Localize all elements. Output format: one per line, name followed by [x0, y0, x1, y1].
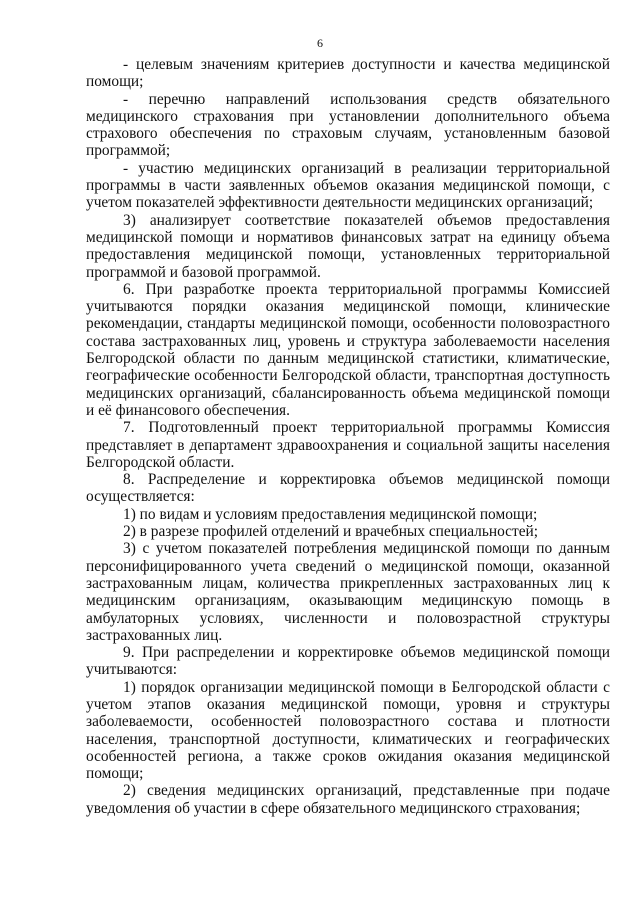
paragraph: 3) с учетом показателей потребления медицинской помощи по данным персонифицированного учета сведений о медицинской помощи, оказанной застрахованным лицам, количества прикрепленных застрахованных лиц к медицинским организациям, оказывающим медицинскую помощь в амбулаторных условиях, численности и половозрастной структуры застрахованных лиц. — [86, 540, 610, 644]
paragraph: - участию медицинских организаций в реализации территориальной программы в части заявленных объемов оказания медицинской помощи, с учетом показателей эффективности деятельности медицинских организаций; — [86, 159, 610, 212]
paragraph: - целевым значениям критериев доступности и качества медицинской помощи; — [86, 56, 610, 91]
paragraph: - перечню направлений использования средств обязательного медицинского страхования при установлении дополнительного объема страхового обеспечения по страховым случаям, установленным базовой программой; — [86, 90, 610, 160]
paragraph: 2) сведения медицинских организаций, представленные при подаче уведомления об участии в сфере обязательного медицинского страхования; — [86, 782, 610, 817]
page-number: 6 — [317, 36, 323, 50]
document-body — [86, 56, 610, 817]
paragraph: 9. При распределении и корректировке объемов медицинской помощи учитываются: — [86, 644, 610, 679]
paragraph: 1) по видам и условиям предоставления медицинской помощи; — [123, 505, 538, 523]
paragraph: 6. При разработке проекта территориальной программы Комиссией учитываются порядки оказания медицинской помощи, клинические рекомендации, стандарты медицинской помощи, особенности половозрастного состава застрахованных лиц, уровень и структура заболеваемости населения Белгородской области по данным медицинской статистики, климатические, географические особенности Белгородской области, транспортная доступность медицинских организаций, сбалансированность объема медицинской помощи и её финансового обеспечения. — [86, 280, 610, 419]
paragraph: 2) в разрезе профилей отделений и врачебных специальностей; — [123, 523, 539, 541]
paragraph: 1) порядок организации медицинской помощи в Белгородской области с учетом этапов оказания медицинской помощи, уровня и структуры заболеваемости, особенностей половозрастного состава и плотности населения, транспортной доступности, климатических и географических особенностей региона, а также сроков ожидания оказания медицинской помощи; — [86, 678, 610, 783]
paragraph: 7. Подготовленный проект территориальной программы Комиссия представляет в департамент здравоохранения и социальной защиты населения Белгородской области. — [86, 419, 610, 471]
paragraph: 3) анализирует соответствие показателей объемов предоставления медицинской помощи и нормативов финансовых затрат на единицу объема предоставления медицинской помощи, установленных территориальной программой и базовой программой. — [86, 211, 610, 281]
paragraph: 8. Распределение и корректировка объемов медицинской помощи осуществляется: — [86, 471, 610, 506]
